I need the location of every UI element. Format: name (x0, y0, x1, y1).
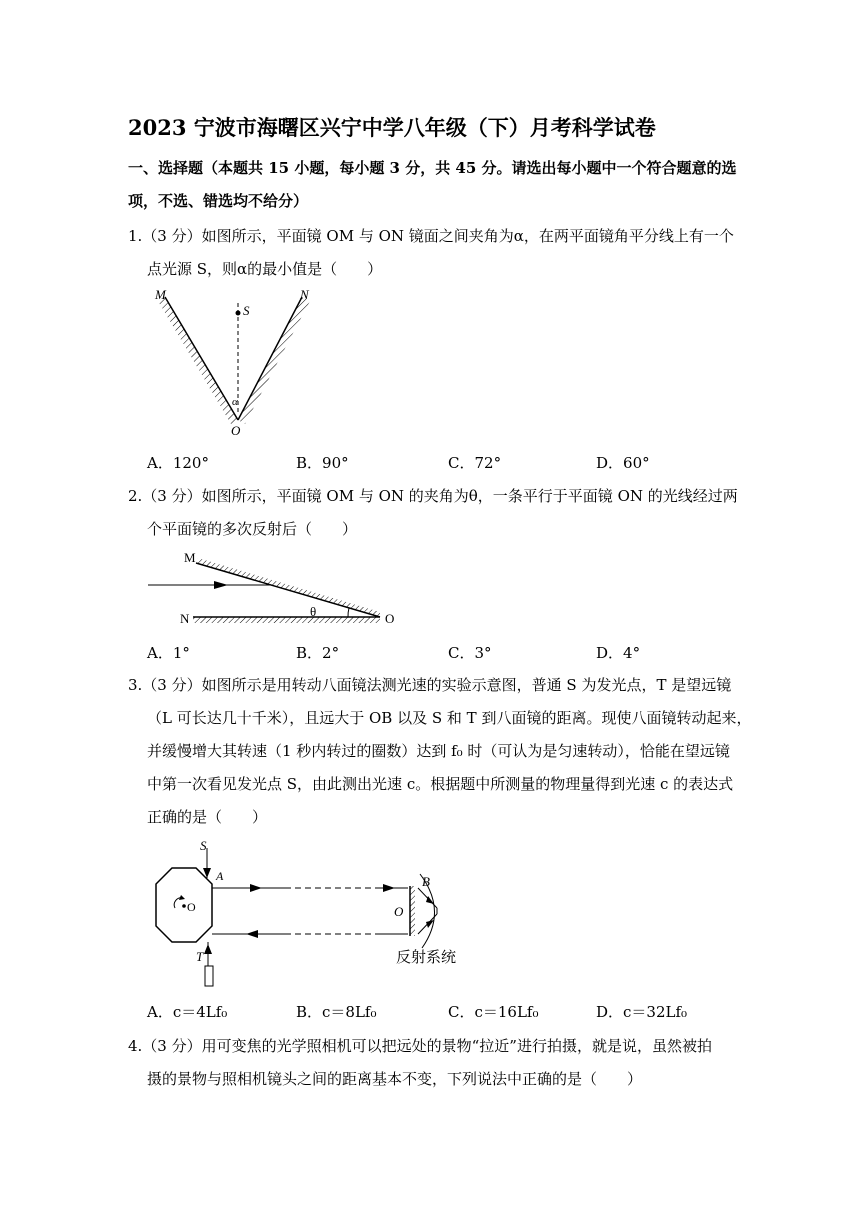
question-3-option-a: A．c＝4Lf₀ (147, 1003, 228, 1021)
label-n: N (180, 611, 190, 626)
label-m: M (155, 287, 166, 302)
label-n: N (300, 287, 309, 302)
question-2-line-1: 2.（3 分）如图所示，平面镜 OM 与 ON 的夹角为θ，一条平行于平面镜 ON 的光线经过两 (128, 487, 738, 505)
question-3-line-4: 中第一次看见发光点 S，由此测出光速 c。根据题中所测量的物理量得到光速 c 的表达式 (147, 775, 734, 793)
question-2-option-d: D．4° (596, 644, 641, 662)
label-theta: θ (310, 604, 317, 619)
label-o: O (385, 611, 395, 626)
page-title: 2023 宁波市海曙区兴宁中学八年级（下）月考科学试卷 (128, 115, 656, 140)
figure-3-octagon-mirror-apparatus (150, 838, 470, 993)
figure-2-angled-mirrors (148, 545, 408, 635)
label-m: M (184, 550, 196, 565)
question-2-option-a: A．1° (147, 644, 190, 662)
label-o: O (231, 423, 241, 438)
question-3-line-5: 正确的是（ ） (147, 808, 268, 826)
question-2-line-2: 个平面镜的多次反射后（ ） (147, 520, 358, 538)
label-a: A (216, 869, 224, 883)
label-s: S (200, 838, 207, 853)
question-3-line-2: （L 可长达几十千米），且远大于 OB 以及 S 和 T 到八面镜的距离。现使八面镜转动起来， (147, 709, 752, 727)
question-1-line-1: 1.（3 分）如图所示，平面镜 OM 与 ON 镜面之间夹角为α，在两平面镜角平分线上有一个 (128, 227, 734, 245)
label-o-mirror: O (394, 904, 404, 919)
question-3-option-d: D．c＝32Lf₀ (596, 1003, 688, 1021)
question-3-option-b: B．c＝8Lf₀ (296, 1003, 377, 1021)
label-b: B (422, 874, 430, 889)
question-1-option-c: C．72° (448, 454, 502, 472)
label-reflection-system: 反射系统 (396, 950, 457, 966)
label-o-center: O (187, 900, 196, 914)
question-1-line-2: 点光源 S，则α的最小值是（ ） (147, 260, 383, 278)
question-2-option-b: B．2° (296, 644, 340, 662)
label-alpha: α (232, 396, 238, 408)
label-s: S (243, 303, 250, 318)
question-4-line-1: 4.（3 分）用可变焦的光学照相机可以把远处的景物“拉近”进行拍摄，就是说，虽然被拍 (128, 1037, 712, 1055)
question-3-line-1: 3.（3 分）如图所示是用转动八面镜法测光速的实验示意图，普通 S 为发光点，T 是望远镜 (128, 676, 732, 694)
question-3-line-3: 并缓慢增大其转速（1 秒内转过的圈数）达到 f₀ 时（可认为是匀速转动），恰能在望远镜 (147, 742, 730, 760)
question-1-option-a: A．120° (147, 454, 209, 472)
figure-1-v-mirrors (150, 285, 320, 440)
question-2-option-c: C．3° (448, 644, 492, 662)
question-1-option-d: D．60° (596, 454, 650, 472)
question-3-option-c: C．c＝16Lf₀ (448, 1003, 539, 1021)
question-4-line-2: 摄的景物与照相机镜头之间的距离基本不变，下列说法中正确的是（ ） (147, 1070, 643, 1088)
question-1-option-b: B．90° (296, 454, 349, 472)
label-t: T (196, 949, 204, 964)
section-heading-line-1: 一、选择题（本题共 15 小题，每小题 3 分，共 45 分。请选出每小题中一个符合题意的选 (128, 159, 737, 177)
section-heading-line-2: 项，不选、错选均不给分） (128, 192, 309, 210)
